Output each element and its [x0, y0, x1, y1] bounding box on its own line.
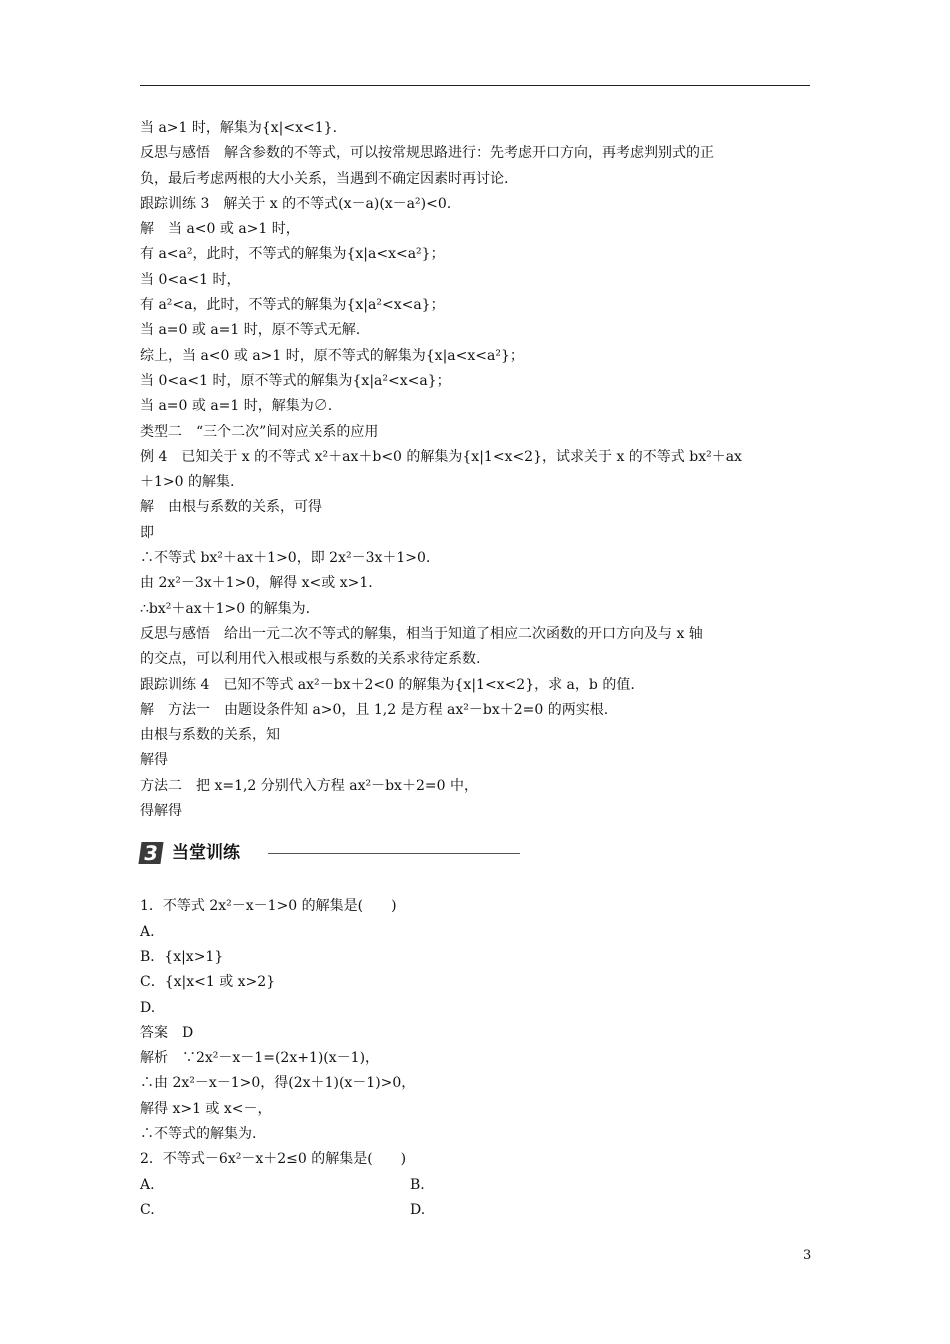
text-line: 有 a²<a，此时，不等式的解集为{x|a²<x<a}； [140, 297, 445, 314]
text-line: A. [140, 923, 155, 940]
text-line: 反思与感悟 给出一元二次不等式的解集，相当于知道了相应二次函数的开口方向及与 x 轴 [140, 625, 703, 642]
text-line: 的交点，可以利用代入根或根与系数的关系求待定系数. [140, 651, 481, 668]
text-block-top [140, 116, 812, 824]
q2-options-row-2 [140, 1198, 812, 1223]
text-line: ∴不等式的解集为. [140, 1125, 257, 1142]
text-line: 即 [140, 524, 154, 541]
text-line: 负，最后考虑两根的大小关系，当遇到不确定因素时再讨论. [140, 170, 509, 187]
text-line: 得解得 [140, 803, 182, 820]
document-body [140, 116, 812, 1223]
text-line: 解 方法一 由题设条件知 a>0，且 1,2 是方程 ax²－bx＋2=0 的两实根. [140, 701, 609, 718]
page-number: 3 [803, 1248, 812, 1263]
text-line: 当 a=0 或 a=1 时，原不等式无解. [140, 322, 361, 339]
option-b: B. [410, 1176, 425, 1193]
option-a: A. [140, 1176, 155, 1193]
q2-options-row-1 [140, 1173, 812, 1198]
option-c: C. [140, 1201, 155, 1218]
text-line: 1．不等式 2x²－x－1>0 的解集是( ) [140, 898, 397, 915]
text-line: 解得 x>1 或 x<－， [140, 1100, 272, 1117]
text-line: 由根与系数的关系，知 [140, 727, 280, 744]
text-line: 解析 ∵2x²－x－1=(2x+1)(x－1)， [140, 1050, 380, 1067]
text-line: 由 2x²－3x＋1>0，解得 x<或 x>1. [140, 575, 373, 592]
text-line: D. [140, 999, 156, 1016]
text-line: 跟踪训练 4 已知不等式 ax²－bx＋2<0 的解集为{x|1<x<2}，求 a，b 的值. [140, 676, 635, 693]
text-line: 解得 [140, 752, 168, 769]
text-line: ＋1>0 的解集. [140, 474, 235, 491]
text-line: 解 当 a<0 或 a>1 时， [140, 221, 300, 238]
text-line: 跟踪训练 3 解关于 x 的不等式(x－a)(x－a²)<0. [140, 195, 452, 212]
text-line: 当 0<a<1 时，原不等式的解集为{x|a²<x<a}； [140, 372, 451, 389]
section-title: 当堂训练 [172, 843, 240, 864]
text-line: ∴不等式 bx²＋ax＋1>0，即 2x²－3x＋1>0. [140, 550, 431, 567]
section-heading [140, 832, 812, 892]
text-line: 当 a=0 或 a=1 时，解集为∅. [140, 398, 333, 415]
text-block-bottom [140, 894, 812, 1172]
text-line: 方法二 把 x=1,2 分别代入方程 ax²－bx＋2=0 中， [140, 777, 478, 794]
text-line: 类型二 “三个二次”间对应关系的应用 [140, 423, 379, 440]
text-line: C．{x|x<1 或 x>2} [140, 974, 276, 991]
text-line: 解 由根与系数的关系，可得 [140, 499, 322, 516]
text-line: 有 a<a²，此时，不等式的解集为{x|a<x<a²}； [140, 246, 445, 263]
text-line: 2．不等式－6x²－x＋2≤0 的解集是( ) [140, 1151, 407, 1168]
option-d: D. [410, 1201, 426, 1218]
text-line: 答案 D [140, 1024, 194, 1041]
text-line: B．{x|x>1} [140, 948, 224, 965]
section-rule [268, 853, 520, 854]
header-rule [140, 85, 810, 86]
text-line: 例 4 已知关于 x 的不等式 x²＋ax＋b<0 的解集为{x|1<x<2}，试求关于 x 的不等式 bx²＋ax [140, 448, 742, 465]
text-line: ∴由 2x²－x－1>0，得(2x＋1)(x－1)>0， [140, 1075, 416, 1092]
text-line: 综上，当 a<0 或 a>1 时，原不等式的解集为{x|a<x<a²}； [140, 347, 524, 364]
section-number: 3 [138, 842, 163, 864]
text-line: 反思与感悟 解含参数的不等式，可以按常规思路进行：先考虑开口方向，再考虑判别式的正 [140, 145, 714, 162]
text-line: 当 a>1 时，解集为{x|<x<1}. [140, 120, 338, 136]
text-line: ∴bx²＋ax＋1>0 的解集为. [140, 600, 311, 617]
text-line: 当 0<a<1 时， [140, 271, 241, 288]
